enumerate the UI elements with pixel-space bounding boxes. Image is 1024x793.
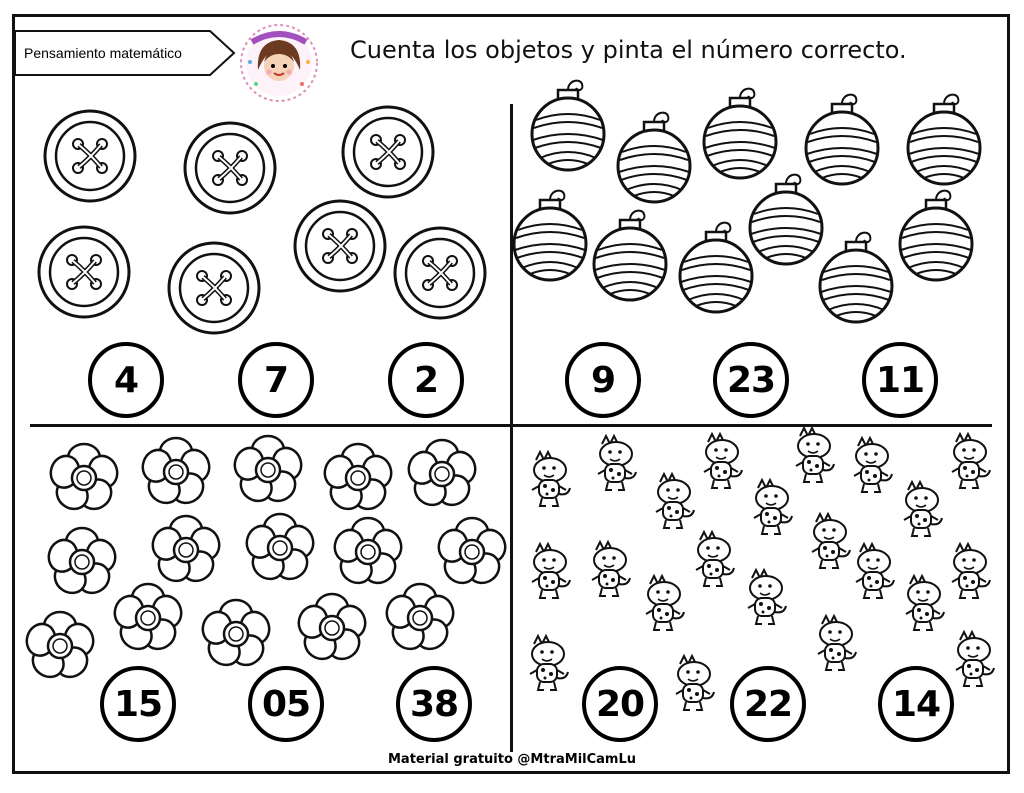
ornament-drawing: [590, 206, 670, 302]
dinosaur-drawing: [790, 424, 836, 484]
flower-drawing: [318, 440, 398, 518]
dinosaur-drawing: [946, 430, 992, 490]
author-logo: [238, 22, 320, 104]
number-option[interactable]: 38: [396, 666, 472, 742]
ornament-drawing: [676, 218, 756, 314]
button-drawing: [292, 198, 388, 294]
ornament-drawing: [528, 76, 608, 172]
ornament-drawing: [896, 186, 976, 282]
dinosaur-drawing: [900, 572, 946, 632]
dinosaur-drawing: [526, 540, 572, 600]
button-drawing: [166, 240, 262, 336]
subject-tag: [14, 30, 236, 76]
button-drawing: [340, 104, 436, 200]
number-option[interactable]: 20: [582, 666, 658, 742]
flower-drawing: [228, 432, 308, 510]
flower-drawing: [146, 512, 226, 590]
dinosaur-drawing: [524, 632, 570, 692]
number-option[interactable]: 2: [388, 342, 464, 418]
flower-drawing: [380, 580, 460, 658]
dinosaur-drawing: [640, 572, 686, 632]
ornament-drawing: [904, 90, 984, 186]
number-option[interactable]: 15: [100, 666, 176, 742]
dinosaur-drawing: [586, 538, 632, 598]
flower-drawing: [136, 434, 216, 512]
ornament-drawing: [700, 84, 780, 180]
dinosaur-drawing: [898, 478, 944, 538]
number-option[interactable]: 23: [713, 342, 789, 418]
dinosaur-drawing: [526, 448, 572, 508]
flower-drawing: [44, 440, 124, 518]
dinosaur-drawing: [650, 470, 696, 530]
flower-drawing: [292, 590, 372, 668]
dinosaur-drawing: [742, 566, 788, 626]
footer-credit: [0, 752, 1024, 767]
button-drawing: [392, 225, 488, 321]
ornament-drawing: [510, 186, 590, 282]
flower-drawing: [20, 608, 100, 686]
dinosaur-drawing: [946, 540, 992, 600]
flower-drawing: [240, 510, 320, 588]
dinosaur-drawing: [690, 528, 736, 588]
horizontal-divider: [30, 424, 992, 427]
ornament-drawing: [816, 228, 896, 324]
number-option[interactable]: 22: [730, 666, 806, 742]
number-option[interactable]: 7: [238, 342, 314, 418]
flower-drawing: [108, 580, 188, 658]
subject-tag-label: Pensamiento matemático: [24, 45, 182, 61]
number-option[interactable]: 11: [862, 342, 938, 418]
footer-credit-text: Material gratuito @MtraMilCamLu: [382, 752, 642, 767]
dinosaur-drawing: [698, 430, 744, 490]
button-drawing: [36, 224, 132, 320]
flower-drawing: [402, 436, 482, 514]
dinosaur-drawing: [850, 540, 896, 600]
number-option[interactable]: 05: [248, 666, 324, 742]
number-option[interactable]: 14: [878, 666, 954, 742]
ornament-drawing: [746, 170, 826, 266]
dinosaur-drawing: [806, 510, 852, 570]
flower-drawing: [196, 596, 276, 674]
ornament-drawing: [614, 108, 694, 204]
instruction-text: Cuenta los objetos y pinta el número correcto.: [350, 36, 907, 64]
button-drawing: [42, 108, 138, 204]
number-option[interactable]: 4: [88, 342, 164, 418]
dinosaur-drawing: [812, 612, 858, 672]
dinosaur-drawing: [592, 432, 638, 492]
button-drawing: [182, 120, 278, 216]
dinosaur-drawing: [848, 434, 894, 494]
dinosaur-drawing: [950, 628, 996, 688]
number-option[interactable]: 9: [565, 342, 641, 418]
dinosaur-drawing: [670, 652, 716, 712]
dinosaur-drawing: [748, 476, 794, 536]
